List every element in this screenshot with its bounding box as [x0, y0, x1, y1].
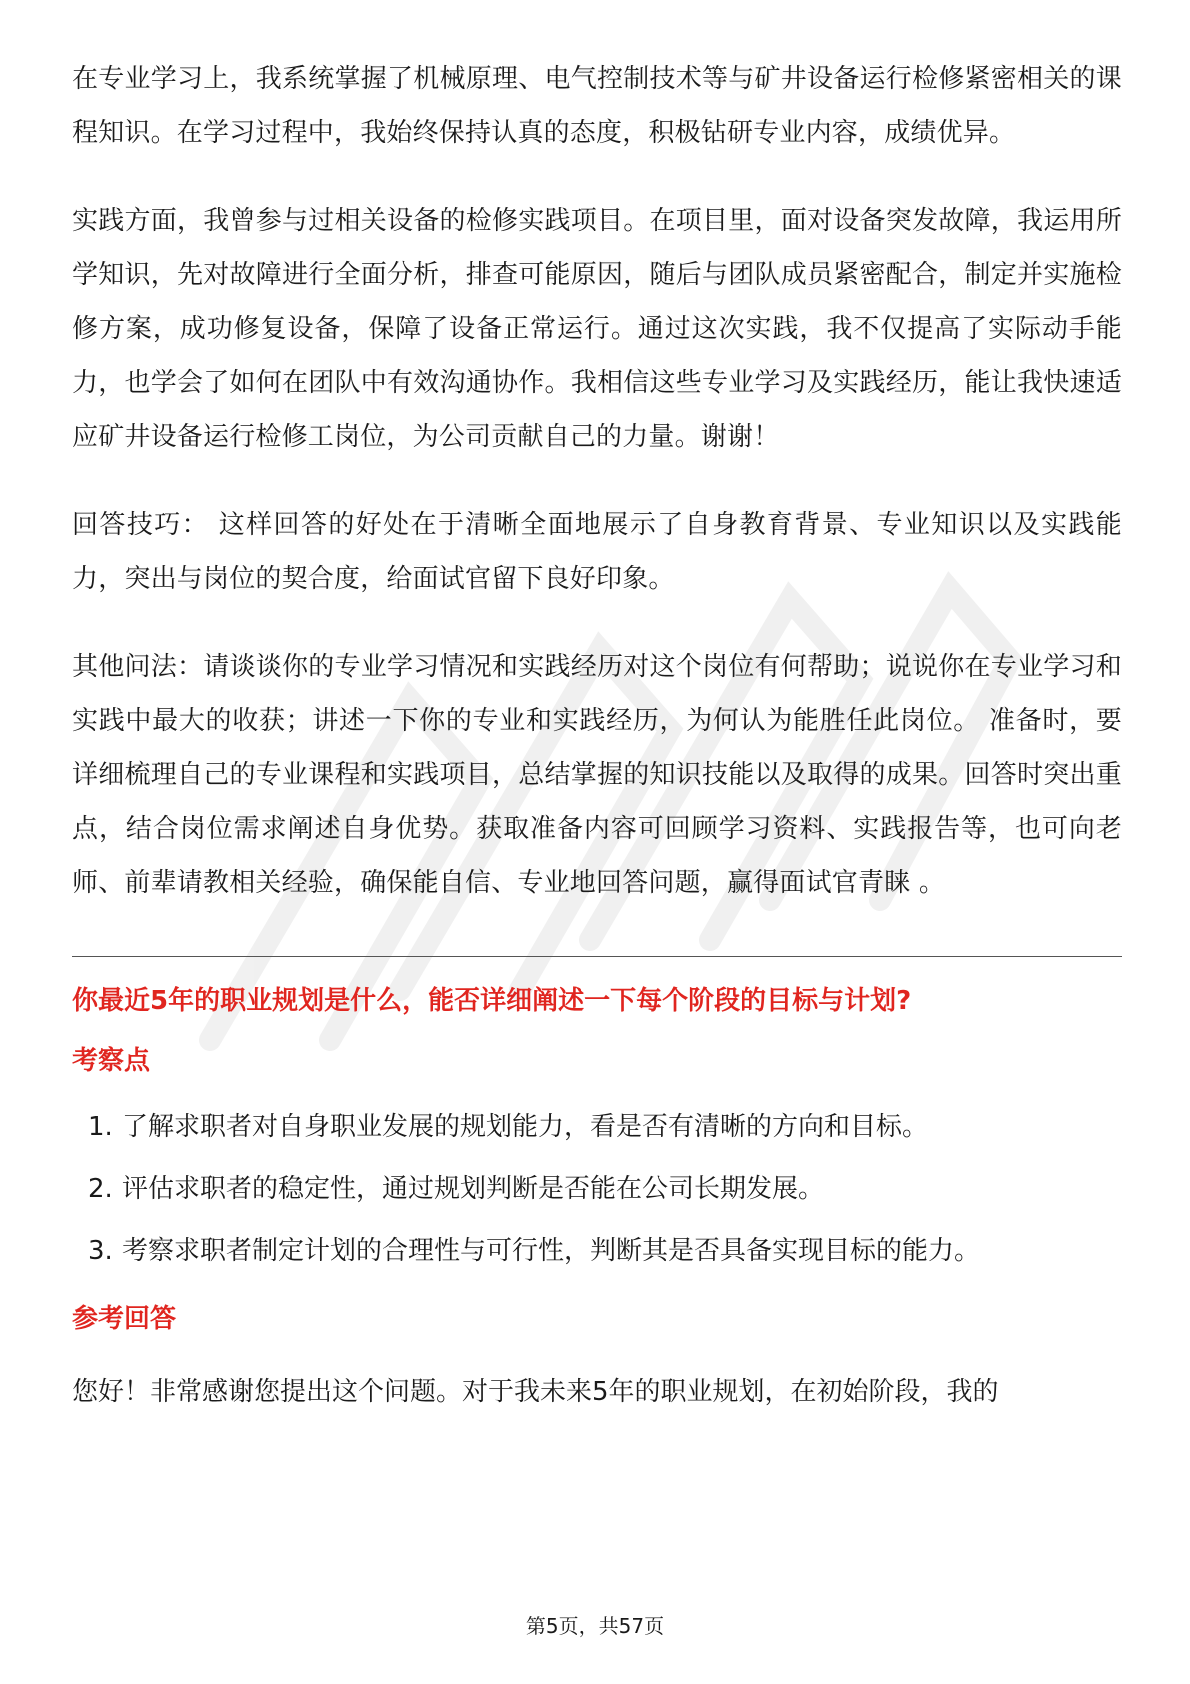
page-number-footer: 第5页，共57页	[525, 1614, 665, 1638]
list-item-text: 考察求职者制定计划的合理性与可行性，判断其是否具备实现目标的能力。	[122, 1236, 981, 1266]
list-item-number: 1.	[88, 1112, 113, 1142]
exam-points-list	[72, 1107, 1122, 1271]
section-divider	[72, 956, 1122, 957]
reference-answer-text: 您好！非常感谢您提出这个问题。对于我未来5年的职业规划，在初始阶段，我的	[72, 1377, 999, 1407]
list-item-number: 3.	[88, 1236, 113, 1266]
paragraph-tips: 回答技巧： 这样回答的好处在于清晰全面地展示了自身教育背景、专业知识以及实践能力，突出与岗位的契合度，给面试官留下良好印象。	[72, 510, 1122, 594]
list-item-text: 了解求职者对自身职业发展的规划能力，看是否有清晰的方向和目标。	[122, 1112, 929, 1142]
document-page	[72, 52, 1122, 1419]
list-item	[72, 1169, 1122, 1209]
list-item	[72, 1231, 1122, 1271]
exam-points-heading: 考察点	[72, 1046, 151, 1076]
list-item	[72, 1107, 1122, 1147]
reference-answer-heading: 参考回答	[72, 1304, 177, 1334]
paragraph-other-questions: 其他问法：请谈谈你的专业学习情况和实践经历对这个岗位有何帮助；说说你在专业学习和实践中最大的收获；讲述一下你的专业和实践经历，为何认为能胜任此岗位。 准备时，要详细梳理自己的专业课程和实践项目，总结掌握的知识技能以及取得的成果。回答时突出重点，结合岗位需求阐述自身优势。获取准备内容可回顾学习资料、实践报告等，也可向老师、前辈请教相关经验，确保能自信、专业地回答问题，赢得面试官青睐 。	[72, 652, 1122, 898]
list-item-number: 2.	[88, 1174, 113, 1204]
list-item-text: 评估求职者的稳定性，通过规划判断是否能在公司长期发展。	[122, 1174, 825, 1204]
paragraph-study: 在专业学习上，我系统掌握了机械原理、电气控制技术等与矿井设备运行检修紧密相关的课程知识。在学习过程中，我始终保持认真的态度，积极钻研专业内容，成绩优异。	[72, 64, 1122, 148]
paragraph-practice: 实践方面，我曾参与过相关设备的检修实践项目。在项目里，面对设备突发故障，我运用所学知识，先对故障进行全面分析，排查可能原因，随后与团队成员紧密配合，制定并实施检修方案，成功修复设备，保障了设备正常运行。通过这次实践，我不仅提高了实际动手能力，也学会了如何在团队中有效沟通协作。我相信这些专业学习及实践经历，能让我快速适应矿井设备运行检修工岗位，为公司贡献自己的力量。谢谢！	[72, 206, 1122, 452]
question-heading: 你最近5年的职业规划是什么，能否详细阐述一下每个阶段的目标与计划?	[72, 986, 912, 1016]
